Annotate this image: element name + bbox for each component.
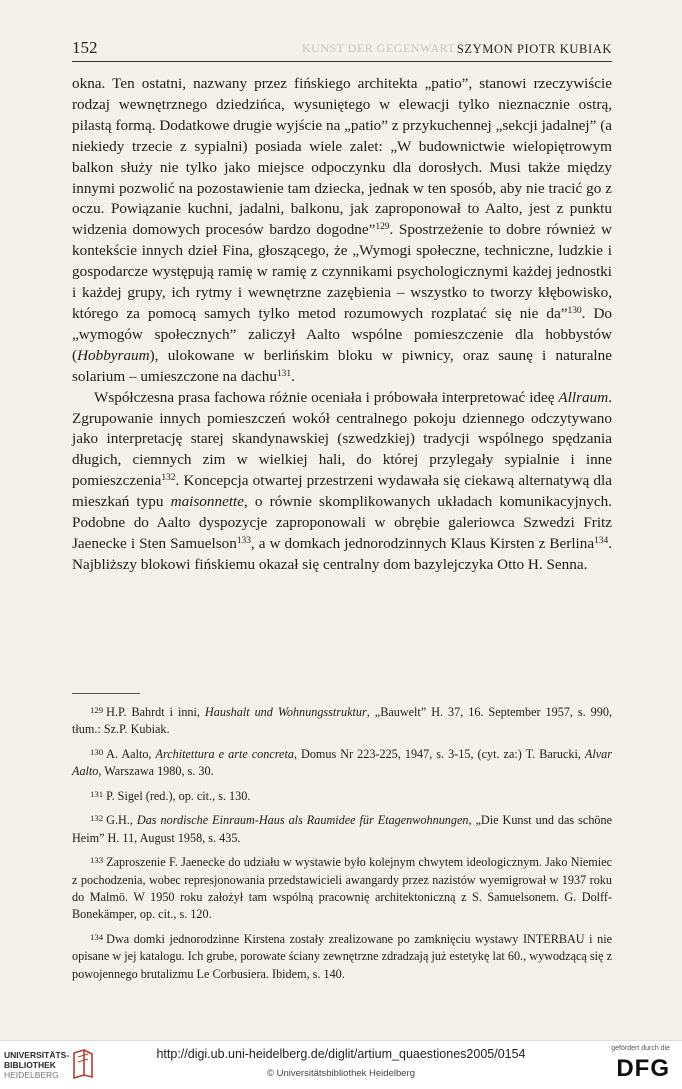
header-rule (72, 61, 612, 62)
footnote: $^{129}$ H.P. Bahrdt i inni, Haushalt und Wohnungsstruktur, „Bauwelt” H. 37, 16. September 1957, s. 990, tłum.: Sz.P. Kubiak. (72, 705, 612, 737)
dfg-logo[interactable]: DFG (616, 1055, 670, 1082)
running-author: SZYMON PIOTR KUBIAK (456, 42, 612, 56)
copyright-notice: © Universitätsbibliothek Heidelberg (267, 1068, 415, 1079)
running-header (72, 38, 612, 62)
footnote: $^{134}$ Dwa domki jednorodzinne Kirstena zostały zrealizowane po zamknięciu wystawy INTERBAU i nie opisane w jej katalogu. Ich grube, porowate ściany zewnętrzne zdradzają już estetykę lat 60., wywodzącą się z powojennego brutalizmu Le Corbusiera. Ibidem, s. 140. (72, 931, 612, 981)
permalink-url[interactable]: http://digi.ub.uni-heidelberg.de/diglit/artium_quaestiones2005/0154 (156, 1047, 526, 1061)
show-through-text: KUNST DER GEGENWART (302, 41, 456, 55)
library-logo[interactable]: UNIVERSITÄTS- BIBLIOTHEK HEIDELBERG (4, 1050, 70, 1080)
footnote-rule (72, 693, 140, 694)
main-text (72, 74, 612, 576)
dfg-caption: gefördert durch die (611, 1045, 670, 1052)
footnote: $^{133}$ Zaproszenie F. Jaenecke do udziału w wystawie było kolejnym chwytem ideologicznym. Jako Niemiec z pochodzenia, wobec represjonowania przedstawicieli awangardy przez nazistów wyemigrował w 1937 roku do Malmö. W 1950 roku założył tam wspólną pracownię architektoniczną z S. Samuelsonem. G. Dolff-Bonekämper, op. cit., s. 120. (72, 855, 612, 922)
footnotes (72, 702, 612, 988)
footnote: $^{131}$ P. Sigel (red.), op. cit., s. 130. (90, 788, 251, 803)
footnote: $^{132}$ G.H., Das nordische Einraum-Haus als Raumidee für Etagenwohnungen, „Die Kunst und das schöne Heim” H. 11, August 1958, s. 435. (72, 813, 613, 845)
footnote-ref[interactable]: 132 (161, 473, 176, 484)
footnote-ref[interactable]: 129 (375, 222, 390, 233)
footnote-ref[interactable]: 130 (567, 305, 582, 316)
footnote-ref[interactable]: 134 (594, 535, 609, 546)
page-number: 152 (72, 38, 98, 57)
footnote-ref[interactable]: 131 (276, 368, 292, 379)
paragraph: Współczesna prasa fachowa różnie oceniała i próbowała interpretować ideę Allraum. Zgrupowanie innych pomieszczeń wokół centralnego pokoju dziennego odczytywano jako interpretację starej skandynawskiej (szwedzkiej) tradycji wspólnego spędzania długich, ciemnych zim w wielkiej hali, do której przylegały sypialnie i inne pomieszczenia$^{132}$. Koncepcja otwartej przestrzeni wydawała się ciekawą alternatywą dla mieszkań typu maisonnette, o równie skomplikowanych układach komunikacyjnych. Podobne do Aalto dyspozycje zaproponowali w obrębie galeriowca Szwedzi Fritz Jaenecke i Sten Samuelson$^{133}$, a w domkach jednorodzinnych Klaus Kirsten z Berlina$^{134}$. Najbliższy blokowi fińskiemu okazał się centralny dom bazylejczyka Otto H. Senna. (72, 388, 612, 573)
footnote-ref[interactable]: 133 (236, 535, 251, 546)
paragraph: okna. Ten ostatni, nazwany przez fińskiego architekta „patio”, stanowi rzeczywiście rodzaj wewnętrznego dziedzińca, wysuniętego w elewacji tylko nieznacznie ostrą, pilastą formą. Dodatkowe drugie wyjście na „patio” z przykuchennej „sekcji jadalnej” (a niekiedy trzecie z sypialni) posiada wiele zalet: „W budownictwie wielopiętrowym balkon służy nie tylko jako miejsce odpoczynku dla dorosłych. Musi także między innymi pozwolić na pozostawienie tam dziecka, jednak w ten sposób, aby nie tracić go z oczu. Powiązanie kuchni, jadalni, balkonu, jak zaproponował to Aalto, jest z punktu widzenia domowych procesów bardzo dogodne”$^{129}$. Spostrzeżenie to dobre również w kontekście innych dzieł Fina, głoszącego, że „Wymogi społeczne, techniczne, ludzkie i gospodarcze występują ramię w ramię z czynnikami psychologicznymi każdej jednostki i każdej grupy, ich rytmy i wewnętrzne zazębienia – wszystko to tworzy kłębowisko, którego za pomocą samych tylko metod rozumowych rozplatać się nie da”$^{130}$. Do „wymogów społecznych” zaliczył Aalto wspólne pomieszczenie dla hobbystów (Hobbyraum), ulokowane w berlińskim bloku w piwnicy, oraz saunę i naturalne solarium – umieszczone na dachu$^{131}$. (72, 75, 613, 385)
viewer-footer (0, 1040, 682, 1089)
footnote: $^{130}$ A. Aalto, Architettura e arte concreta, Domus Nr 223-225, 1947, s. 3-15, (cyt. za:) T. Barucki, Alvar Aalto, Warszawa 1980, s. 30. (72, 746, 612, 779)
